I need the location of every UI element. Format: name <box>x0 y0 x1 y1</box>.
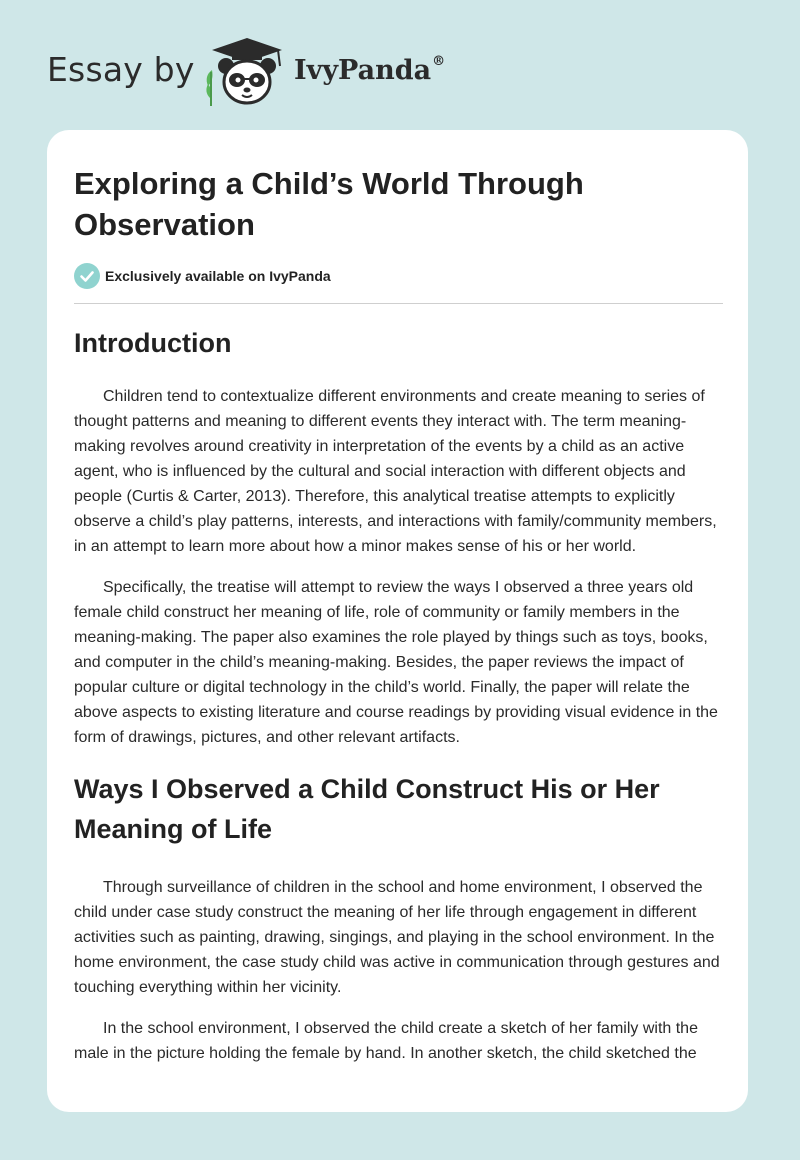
paragraph: In the school environment, I observed the child create a sketch of her family with the male in the picture holding the female by hand. In another sketch, the child sketched the <box>74 1020 698 1062</box>
paragraph: Through surveillance of children in the school and home environment, I observed the child under case study construct the meaning of her life through engagement in different activities such as painting, drawing, singings, and playing in the school environment. In the home environment, the case study child was active in communication through gestures and touching everything within her vicinity. <box>74 879 720 996</box>
brand-name[interactable]: IvyPanda® <box>294 54 446 86</box>
divider <box>74 303 723 304</box>
badge-label: Exclusively available on IvyPanda <box>105 268 331 284</box>
paragraph: Children tend to contextualize different environments and create meaning to series of thought patterns and meaning to different events they interact with. The term meaning-making revolves around creativity in interpretation of the events by a child as an active agent, who is influenced by the cultural and social interaction with different objects and people (Curtis & Carter, 2013). Therefore, this analytical treatise attempts to explicitly observe a child’s play patterns, interests, and interactions with family/community members, in an attempt to learn more about how a minor makes sense of his or her world. <box>74 388 717 555</box>
panda-graduate-icon[interactable] <box>202 36 292 108</box>
section-heading-ways-observed: Ways I Observed a Child Construct His or Her Meaning of Life <box>74 774 660 844</box>
exclusive-badge <box>74 263 331 289</box>
check-circle-icon <box>74 263 100 289</box>
site-header <box>0 0 800 130</box>
brand-prefix: Essay by <box>47 50 195 89</box>
section-heading-introduction: Introduction <box>74 328 232 358</box>
registered-mark: ® <box>432 54 446 69</box>
paragraph: Specifically, the treatise will attempt to review the ways I observed a three years old female child construct her meaning of life, role of community or family members in the meaning-making. The paper also examines the role played by things such as toys, books, and computer in the child’s meaning-making. Besides, the paper reviews the impact of popular culture or digital technology in the child’s world. Finally, the paper will relate the above aspects to existing literature and course readings by providing visual evidence in the form of drawings, pictures, and other relevant artifacts. <box>74 579 718 746</box>
essay-title: Exploring a Child’s World Through Observation <box>74 166 584 242</box>
essay-card <box>47 130 748 1112</box>
essay-body <box>74 320 726 1082</box>
